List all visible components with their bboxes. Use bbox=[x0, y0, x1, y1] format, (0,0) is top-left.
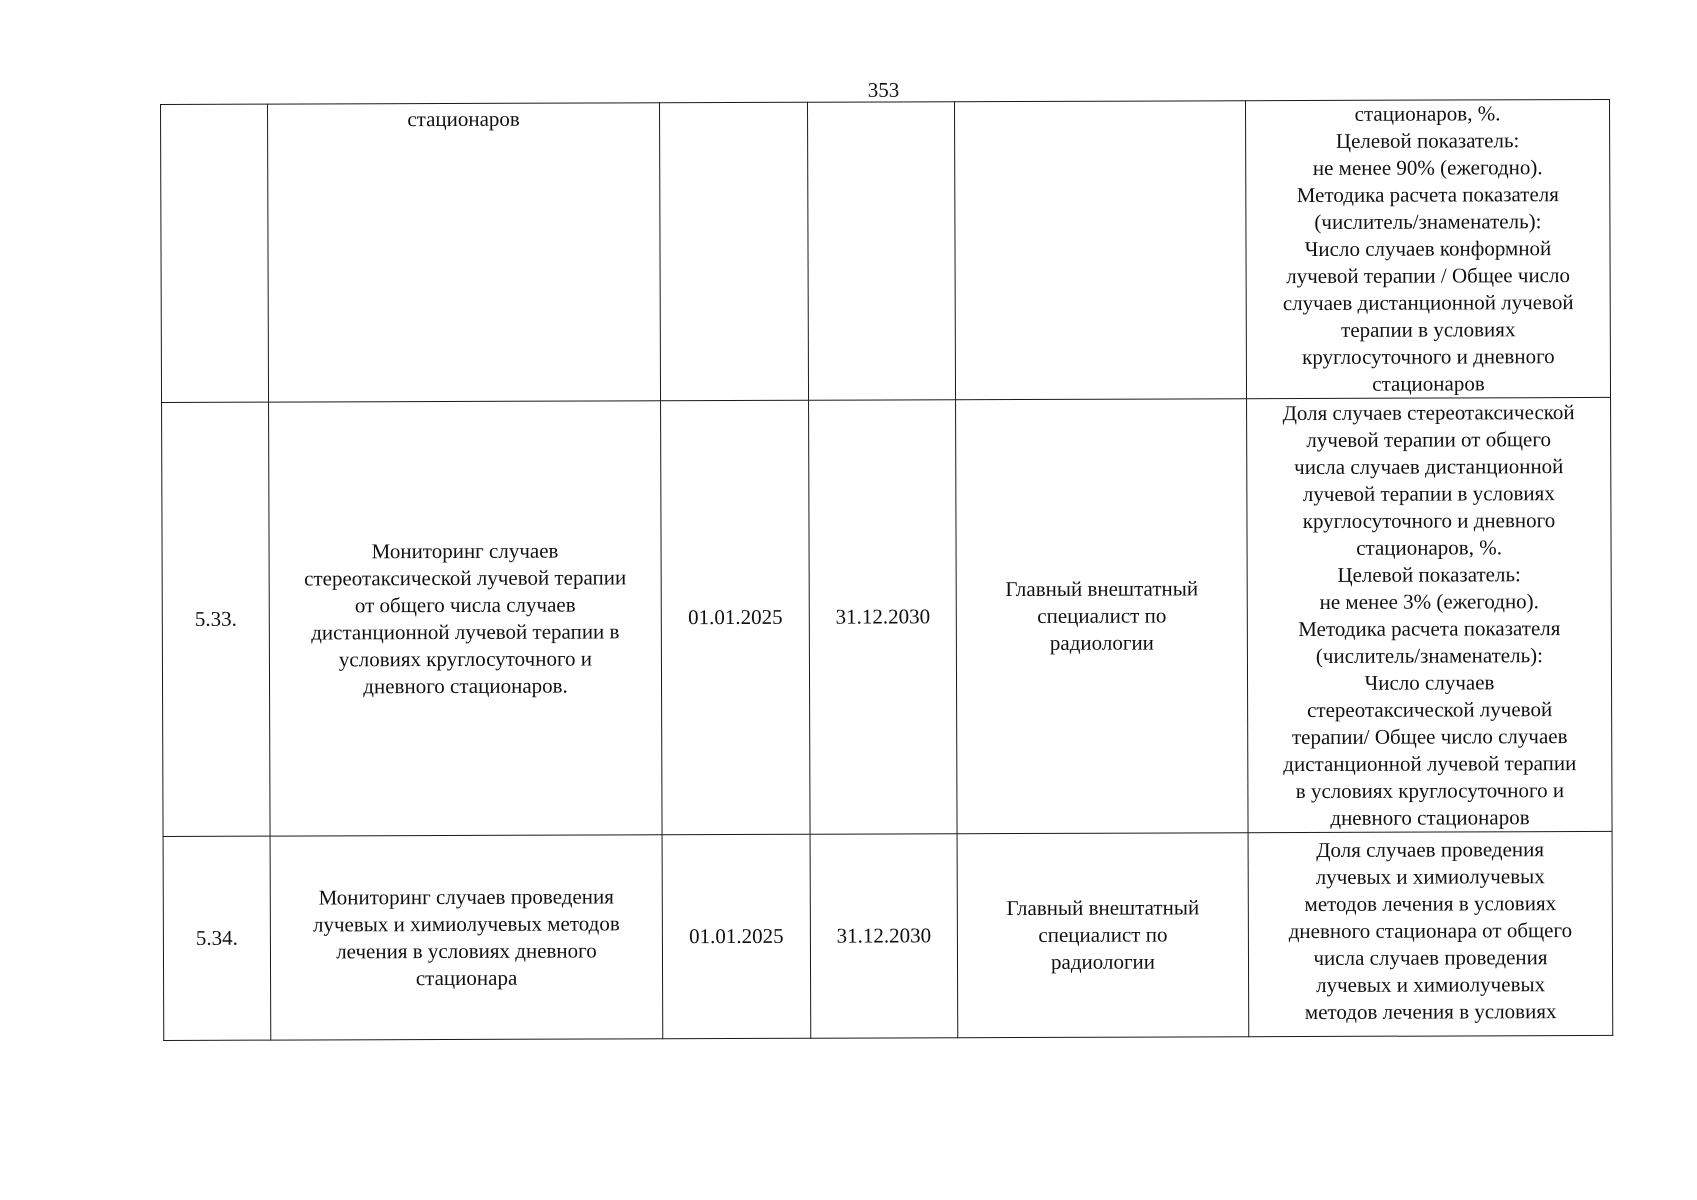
cell-end-date bbox=[807, 102, 955, 401]
event-line: от общего числа случаев bbox=[354, 592, 576, 617]
indicator-line: Целевой показатель: bbox=[1337, 561, 1521, 587]
indicator-line: Целевой показатель: bbox=[1335, 128, 1520, 153]
indicator-line: Число случаев конформной bbox=[1304, 236, 1552, 262]
event-line: условиях круглосуточного и bbox=[338, 645, 593, 671]
indicator-line: не менее 90% (ежегодно). bbox=[1312, 155, 1543, 180]
cell-event bbox=[269, 401, 663, 836]
cell-indicator bbox=[1245, 99, 1610, 398]
cell-indicator bbox=[1248, 831, 1613, 1036]
indicator-line: дневного стационара от общего bbox=[1288, 918, 1573, 944]
indicator-line: стационаров, %. bbox=[1354, 101, 1501, 126]
cell-responsible bbox=[956, 399, 1249, 834]
cell-number bbox=[161, 104, 269, 402]
cell-number: 5.33. bbox=[162, 402, 271, 836]
table-row bbox=[162, 397, 1613, 836]
cell-number: 5.34. bbox=[163, 836, 271, 1040]
indicator-line: лучевых и химиолучевых bbox=[1315, 864, 1545, 889]
responsible-line: Главный внештатный bbox=[1006, 895, 1200, 921]
indicator-line: терапии/ Общее число случаев bbox=[1291, 723, 1568, 749]
responsible-line: специалист по bbox=[1038, 922, 1168, 947]
event-line: Мониторинг случаев проведения bbox=[318, 883, 614, 909]
event-line: стереотаксической лучевой терапии bbox=[304, 564, 627, 590]
indicator-line: лучевых и химиолучевых bbox=[1316, 972, 1546, 997]
indicator-line: Число случаев bbox=[1364, 669, 1495, 695]
responsible-line: Главный внештатный bbox=[1005, 576, 1199, 602]
cell-responsible bbox=[954, 101, 1246, 400]
event-line: лучевых и химиолучевых методов bbox=[312, 910, 620, 936]
indicator-line: лучевой терапии / Общее число bbox=[1286, 263, 1571, 289]
event-line: дистанционной лучевой терапии в bbox=[311, 618, 620, 644]
event-line: дневного стационаров. bbox=[363, 673, 568, 698]
event-line: стационара bbox=[415, 965, 518, 990]
indicator-line: числа случаев проведения bbox=[1313, 945, 1548, 970]
table-row bbox=[163, 831, 1613, 1040]
indicator-line: лучевой терапии в условиях bbox=[1302, 480, 1555, 506]
event-line: лечения в условиях дневного bbox=[336, 937, 597, 963]
responsible-line: радиологии bbox=[1049, 630, 1154, 655]
indicator-line: в условиях круглосуточного и bbox=[1295, 777, 1565, 803]
cell-start-date bbox=[659, 102, 808, 401]
indicator-line: не менее 3% (ежегодно). bbox=[1319, 588, 1539, 614]
event-line: стационаров bbox=[407, 106, 520, 132]
plan-table bbox=[160, 99, 1613, 1041]
indicator-line: терапии в условиях bbox=[1341, 317, 1516, 342]
indicator-line: (числитель/знаменатель): bbox=[1314, 209, 1542, 234]
indicator-line: Методика расчета показателя bbox=[1298, 615, 1561, 641]
indicator-line: круглосуточного и дневного bbox=[1302, 344, 1555, 370]
indicator-line: (числитель/знаменатель): bbox=[1315, 642, 1544, 668]
cell-start-date: 01.01.2025 bbox=[661, 400, 811, 835]
responsible-line: радиологии bbox=[1050, 949, 1156, 974]
indicator-line: стационаров bbox=[1372, 371, 1485, 396]
cell-end-date: 31.12.2030 bbox=[810, 834, 958, 1039]
table-row bbox=[161, 99, 1611, 402]
event-line: Мониторинг случаев bbox=[371, 538, 559, 563]
indicator-line: методов лечения в условиях bbox=[1304, 891, 1557, 917]
indicator-line: Доля случаев проведения bbox=[1316, 837, 1545, 862]
indicator-line: стереотаксической лучевой bbox=[1307, 696, 1553, 722]
page-number: 353 bbox=[867, 78, 900, 102]
indicator-line: числа случаев дистанционной bbox=[1294, 453, 1564, 479]
indicator-line: дистанционной лучевой терапии bbox=[1283, 750, 1577, 776]
indicator-line: дневного стационаров bbox=[1330, 804, 1530, 830]
indicator-line: методов лечения в условиях bbox=[1304, 999, 1557, 1025]
indicator-line: круглосуточного и дневного bbox=[1302, 507, 1556, 533]
cell-event bbox=[270, 835, 663, 1040]
indicator-line: лучевой терапии от общего bbox=[1306, 426, 1551, 452]
cell-end-date: 31.12.2030 bbox=[809, 400, 958, 835]
indicator-line: Методика расчета показателя bbox=[1296, 182, 1559, 208]
indicator-line: Доля случаев стереотаксической bbox=[1282, 399, 1575, 425]
cell-start-date: 01.01.2025 bbox=[662, 834, 811, 1039]
indicator-line: стационаров, %. bbox=[1356, 534, 1502, 560]
cell-indicator bbox=[1247, 397, 1613, 832]
responsible-line: специалист по bbox=[1037, 603, 1167, 628]
cell-event bbox=[268, 103, 661, 402]
cell-responsible bbox=[957, 833, 1249, 1038]
indicator-line: случаев дистанционной лучевой bbox=[1282, 290, 1574, 316]
